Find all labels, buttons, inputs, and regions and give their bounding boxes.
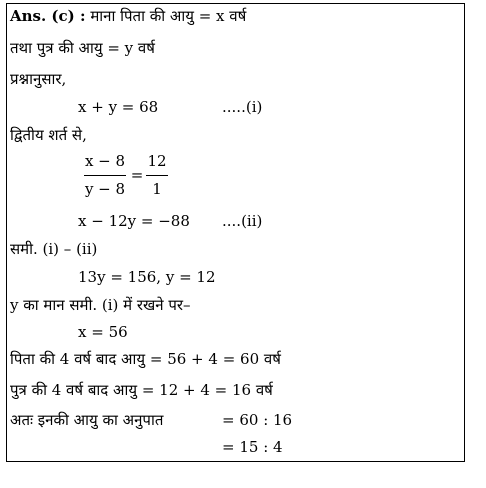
fraction-right-numerator: 12	[147, 152, 167, 170]
fraction-equals-sign: =	[130, 166, 144, 184]
equation-3: 13y = 156, y = 12	[78, 268, 216, 286]
answer-line	[10, 7, 246, 25]
fraction-right-bar	[146, 175, 168, 176]
equation-4: x = 56	[78, 323, 128, 341]
second-condition-label: द्वितीय शर्त से,	[10, 126, 87, 144]
equation-2: x − 12y = −88	[78, 212, 190, 230]
equation-1-tag: .....(i)	[222, 98, 263, 116]
fraction-left-denominator: y − 8	[84, 180, 126, 198]
fraction-right-denominator: 1	[152, 180, 162, 198]
substitute-y-label: y का मान समी. (i) में रखने पर–	[10, 296, 191, 314]
fraction-left-bar	[84, 175, 126, 176]
equation-2-tag: ....(ii)	[222, 212, 263, 230]
assumption-father-age: माना पिता की आयु = x वर्ष	[90, 7, 247, 25]
answer-label: Ans. (c) :	[10, 7, 86, 25]
subtract-equations-label: समी. (i) – (ii)	[10, 240, 98, 258]
equation-1: x + y = 68	[78, 98, 159, 116]
ratio-value: = 60 : 16	[222, 411, 293, 429]
assumption-son-age: तथा पुत्र की आयु = y वर्ष	[10, 39, 155, 57]
father-age-after-4-years: पिता की 4 वर्ष बाद आयु = 56 + 4 = 60 वर्ष	[10, 350, 281, 368]
ratio-label: अतः इनकी आयु का अनुपात	[10, 411, 164, 429]
according-to-question-label: प्रश्नानुसार,	[10, 70, 67, 88]
ratio-simplified: = 15 : 4	[222, 438, 283, 456]
fraction-left-numerator: x − 8	[84, 152, 126, 170]
son-age-after-4-years: पुत्र की 4 वर्ष बाद आयु = 12 + 4 = 16 वर्ष	[10, 381, 273, 399]
